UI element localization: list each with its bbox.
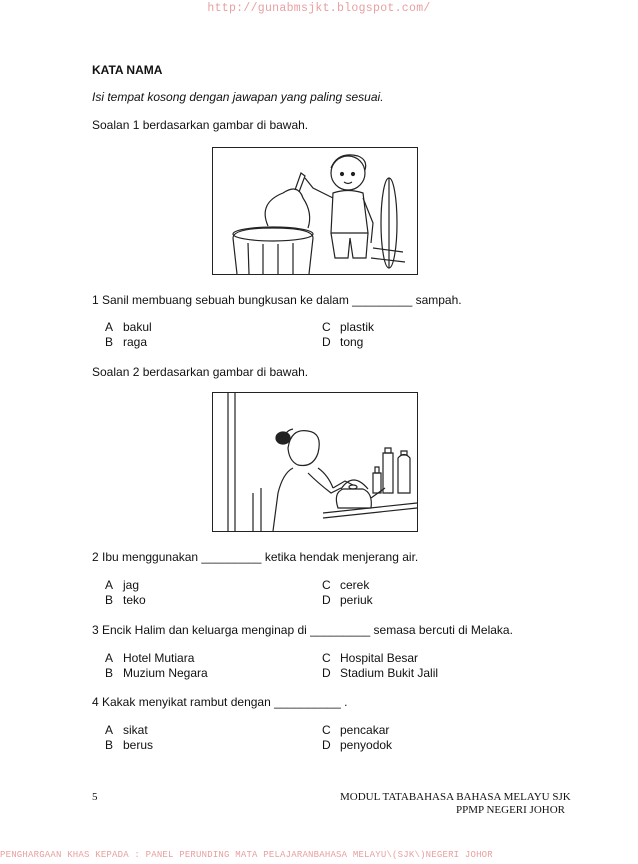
question-3-option-b[interactable] xyxy=(105,666,208,680)
question-2-option-b[interactable] xyxy=(105,593,146,607)
mother-boiling-water-image xyxy=(213,393,417,531)
option-letter: A xyxy=(105,320,114,334)
credit-line: PENGHARGAAN KHAS KEPADA : PANEL PERUNDING MATA PELAJARANBAHASA MELAYU\(SJK\)NEGERI JOHOR xyxy=(0,850,493,860)
soalan2-intro: Soalan 2 berdasarkan gambar di bawah. xyxy=(92,365,309,379)
module-title-line1: MODUL TATABAHASA BAHASA MELAYU SJK xyxy=(340,791,571,803)
soalan1-intro: Soalan 1 berdasarkan gambar di bawah. xyxy=(92,118,309,132)
option-letter: C xyxy=(322,578,331,592)
option-text: sikat xyxy=(123,723,148,737)
option-text: cerek xyxy=(340,578,370,592)
option-letter: C xyxy=(322,651,331,665)
instruction: Isi tempat kosong dengan jawapan yang paling sesuai. xyxy=(92,90,384,104)
question-3-option-c[interactable] xyxy=(322,651,418,665)
question-2-option-d[interactable] xyxy=(322,593,373,607)
option-letter: D xyxy=(322,593,331,607)
option-text: teko xyxy=(123,593,146,607)
question-2-option-a[interactable] xyxy=(105,578,139,592)
option-letter: B xyxy=(105,666,114,680)
option-text: tong xyxy=(340,335,364,349)
section-title: KATA NAMA xyxy=(92,63,163,77)
option-letter: D xyxy=(322,738,331,752)
module-title-line2: PPMP NEGERI JOHOR xyxy=(455,804,565,816)
question-2-option-c[interactable] xyxy=(322,578,369,592)
question-1-text: 1 Sanil membuang sebuah bungkusan ke dalam _________ sampah. xyxy=(92,293,462,307)
page-number: 5 xyxy=(92,791,98,803)
question-4-text: 4 Kakak menyikat rambut dengan __________ . xyxy=(92,695,348,709)
option-letter: C xyxy=(322,320,331,334)
boy-throwing-rubbish-image xyxy=(213,148,417,274)
option-letter: B xyxy=(105,593,114,607)
option-letter: C xyxy=(322,723,331,737)
option-letter: A xyxy=(105,723,114,737)
option-text: Hospital Besar xyxy=(340,651,419,665)
question-4-option-d[interactable] xyxy=(322,738,392,752)
question-1-option-d[interactable] xyxy=(322,335,363,349)
option-text: Muzium Negara xyxy=(123,666,208,680)
option-letter: D xyxy=(322,335,331,349)
question-1-option-c[interactable] xyxy=(322,320,374,334)
option-text: pencakar xyxy=(340,723,390,737)
option-letter: A xyxy=(105,578,114,592)
option-letter: B xyxy=(105,335,114,349)
option-text: penyodok xyxy=(340,738,393,752)
option-text: Hotel Mutiara xyxy=(123,651,195,665)
question-3-option-a[interactable] xyxy=(105,651,194,665)
question-3-text: 3 Encik Halim dan keluarga menginap di _________ semasa bercuti di Melaka. xyxy=(92,623,513,637)
question-4-option-c[interactable] xyxy=(322,723,389,737)
option-text: Stadium Bukit Jalil xyxy=(340,666,439,680)
option-letter: D xyxy=(322,666,331,680)
question1-illustration xyxy=(212,147,418,275)
option-text: raga xyxy=(123,335,148,349)
question-4-option-a[interactable] xyxy=(105,723,148,737)
question-2-text: 2 Ibu menggunakan _________ ketika hendak menjerang air. xyxy=(92,550,419,564)
question-1-option-b[interactable] xyxy=(105,335,147,349)
option-text: bakul xyxy=(123,320,152,334)
option-letter: B xyxy=(105,738,114,752)
question-1-option-a[interactable] xyxy=(105,320,152,334)
question-4-option-b[interactable] xyxy=(105,738,153,752)
question2-illustration xyxy=(212,392,418,532)
question-3-option-d[interactable] xyxy=(322,666,438,680)
option-text: jag xyxy=(123,578,140,592)
option-text: periuk xyxy=(340,593,373,607)
header-url[interactable]: http://gunabmsjkt.blogspot.com/ xyxy=(207,2,431,15)
option-text: berus xyxy=(123,738,154,752)
option-text: plastik xyxy=(340,320,375,334)
option-letter: A xyxy=(105,651,114,665)
